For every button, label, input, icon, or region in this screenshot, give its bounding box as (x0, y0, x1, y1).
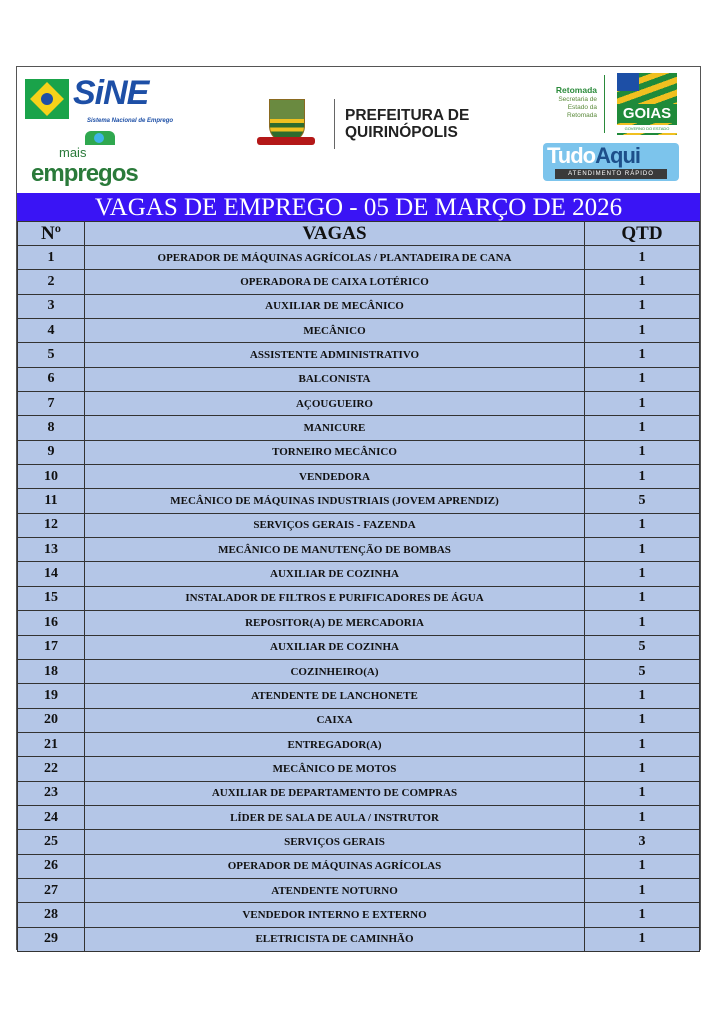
table-row (18, 392, 700, 416)
quantity: 1 (585, 903, 700, 927)
tudo-text: Tudo (547, 143, 596, 168)
quantity: 1 (585, 246, 700, 270)
quantity: 1 (585, 319, 700, 343)
table-row (18, 489, 700, 513)
job-title: VENDEDOR INTERNO E EXTERNO (85, 903, 585, 927)
jobs-table (17, 221, 700, 952)
row-number: 27 (18, 878, 85, 902)
sine-logo-subtitle: Sistema Nacional de Emprego (87, 118, 174, 124)
table-row (18, 343, 700, 367)
row-number: 17 (18, 635, 85, 659)
tudo-aqui-text (547, 144, 640, 168)
logo-header (17, 67, 700, 193)
table-row (18, 440, 700, 464)
job-title: REPOSITOR(A) DE MERCADORIA (85, 611, 585, 635)
job-title: VENDEDORA (85, 465, 585, 489)
job-title: BALCONISTA (85, 367, 585, 391)
person-icon (85, 131, 115, 145)
row-number: 20 (18, 708, 85, 732)
quantity: 1 (585, 294, 700, 318)
table-header-row (18, 222, 700, 246)
page-title: VAGAS DE EMPREGO - 05 DE MARÇO DE 2026 (17, 193, 700, 221)
job-title: CAIXA (85, 708, 585, 732)
divider (604, 75, 605, 133)
row-number: 22 (18, 757, 85, 781)
job-title: AUXILIAR DE MECÂNICO (85, 294, 585, 318)
quantity: 1 (585, 586, 700, 610)
quantity: 1 (585, 562, 700, 586)
row-number: 13 (18, 538, 85, 562)
table-row (18, 319, 700, 343)
table-row (18, 635, 700, 659)
row-number: 1 (18, 246, 85, 270)
quantity: 1 (585, 367, 700, 391)
prefeitura-line2: QUIRINÓPOLIS (345, 124, 458, 141)
quantity: 1 (585, 927, 700, 951)
table-row (18, 781, 700, 805)
table-row (18, 294, 700, 318)
job-title: COZINHEIRO(A) (85, 659, 585, 683)
job-title: OPERADOR DE MÁQUINAS AGRÍCOLAS (85, 854, 585, 878)
divider (334, 99, 335, 149)
table-row (18, 684, 700, 708)
quantity: 1 (585, 781, 700, 805)
tudo-aqui-subtitle: ATENDIMENTO RÁPIDO (555, 169, 667, 179)
row-number: 14 (18, 562, 85, 586)
row-number: 11 (18, 489, 85, 513)
job-title: SERVIÇOS GERAIS (85, 830, 585, 854)
row-number: 26 (18, 854, 85, 878)
row-number: 9 (18, 440, 85, 464)
job-title: OPERADOR DE MÁQUINAS AGRÍCOLAS / PLANTADEIRA DE CANA (85, 246, 585, 270)
header-qtd: QTD (585, 222, 700, 246)
table-row (18, 611, 700, 635)
tudo-aqui-logo (543, 143, 679, 181)
table-row (18, 927, 700, 951)
row-number: 21 (18, 732, 85, 756)
job-title: MANICURE (85, 416, 585, 440)
job-title: OPERADORA DE CAIXA LOTÉRICO (85, 270, 585, 294)
quantity: 1 (585, 878, 700, 902)
mais-empregos-logo (31, 131, 161, 189)
jobs-table-body (18, 246, 700, 952)
job-title: TORNEIRO MECÂNICO (85, 440, 585, 464)
table-row (18, 416, 700, 440)
quantity: 1 (585, 757, 700, 781)
stars-icon (617, 73, 639, 91)
goias-logo (617, 73, 677, 135)
job-title: SERVIÇOS GERAIS - FAZENDA (85, 513, 585, 537)
job-title: AÇOUGUEIRO (85, 392, 585, 416)
table-row (18, 805, 700, 829)
table-row (18, 270, 700, 294)
goias-subtitle: GOVERNO DO ESTADO (617, 125, 677, 133)
header-number: Nº (18, 222, 85, 246)
row-number: 5 (18, 343, 85, 367)
row-number: 2 (18, 270, 85, 294)
row-number: 29 (18, 927, 85, 951)
job-title: AUXILIAR DE DEPARTAMENTO DE COMPRAS (85, 781, 585, 805)
quantity: 1 (585, 611, 700, 635)
job-title: AUXILIAR DE COZINHA (85, 635, 585, 659)
row-number: 10 (18, 465, 85, 489)
table-row (18, 903, 700, 927)
retomada-text: Secretaria de Estado da Retomada (558, 96, 597, 119)
quantity: 1 (585, 270, 700, 294)
mais-text: mais (59, 145, 87, 160)
sine-logo-text: SiNE (73, 74, 149, 112)
row-number: 28 (18, 903, 85, 927)
quantity: 1 (585, 805, 700, 829)
quantity: 1 (585, 465, 700, 489)
job-title: MECÂNICO DE MÁQUINAS INDUSTRIAIS (JOVEM APRENDIZ) (85, 489, 585, 513)
brazil-flag-icon (25, 79, 69, 119)
table-row (18, 246, 700, 270)
job-title: INSTALADOR DE FILTROS E PURIFICADORES DE ÁGUA (85, 586, 585, 610)
empregos-text: empregos (31, 160, 138, 187)
quantity: 3 (585, 830, 700, 854)
job-title: ATENDENTE DE LANCHONETE (85, 684, 585, 708)
table-row (18, 513, 700, 537)
quantity: 5 (585, 659, 700, 683)
quantity: 1 (585, 513, 700, 537)
row-number: 19 (18, 684, 85, 708)
table-row (18, 732, 700, 756)
job-title: MECÂNICO DE MOTOS (85, 757, 585, 781)
row-number: 23 (18, 781, 85, 805)
job-title: AUXILIAR DE COZINHA (85, 562, 585, 586)
row-number: 3 (18, 294, 85, 318)
sine-logo (25, 75, 175, 127)
quantity: 1 (585, 392, 700, 416)
job-title: ENTREGADOR(A) (85, 732, 585, 756)
quantity: 1 (585, 538, 700, 562)
job-title: LÍDER DE SALA DE AULA / INSTRUTOR (85, 805, 585, 829)
table-row (18, 562, 700, 586)
aqui-text: Aqui (595, 143, 641, 168)
goias-text: GOIAS (617, 104, 677, 123)
quantity: 5 (585, 635, 700, 659)
job-list-sheet (16, 66, 701, 950)
job-title: MECÂNICO DE MANUTENÇÃO DE BOMBAS (85, 538, 585, 562)
quantity: 5 (585, 489, 700, 513)
quantity: 1 (585, 416, 700, 440)
prefeitura-line1: PREFEITURA DE (345, 107, 470, 124)
quantity: 1 (585, 440, 700, 464)
quantity: 1 (585, 708, 700, 732)
job-title: ELETRICISTA DE CAMINHÃO (85, 927, 585, 951)
quantity: 1 (585, 343, 700, 367)
row-number: 8 (18, 416, 85, 440)
quantity: 1 (585, 684, 700, 708)
table-row (18, 878, 700, 902)
table-row (18, 830, 700, 854)
table-row (18, 586, 700, 610)
job-title: ASSISTENTE ADMINISTRATIVO (85, 343, 585, 367)
quirinopolis-crest-icon (257, 99, 315, 153)
row-number: 24 (18, 805, 85, 829)
row-number: 12 (18, 513, 85, 537)
header-vagas: VAGAS (85, 222, 585, 246)
table-row (18, 708, 700, 732)
row-number: 25 (18, 830, 85, 854)
row-number: 6 (18, 367, 85, 391)
row-number: 16 (18, 611, 85, 635)
table-row (18, 757, 700, 781)
prefeitura-logo-text (345, 107, 469, 141)
table-row (18, 538, 700, 562)
table-row (18, 465, 700, 489)
table-row (18, 854, 700, 878)
quantity: 1 (585, 732, 700, 756)
job-title: ATENDENTE NOTURNO (85, 878, 585, 902)
row-number: 18 (18, 659, 85, 683)
row-number: 7 (18, 392, 85, 416)
row-number: 15 (18, 586, 85, 610)
job-title: MECÂNICO (85, 319, 585, 343)
quantity: 1 (585, 854, 700, 878)
table-row (18, 367, 700, 391)
retomada-title: Retomada (555, 85, 597, 95)
row-number: 4 (18, 319, 85, 343)
table-row (18, 659, 700, 683)
retomada-logo (537, 85, 597, 120)
